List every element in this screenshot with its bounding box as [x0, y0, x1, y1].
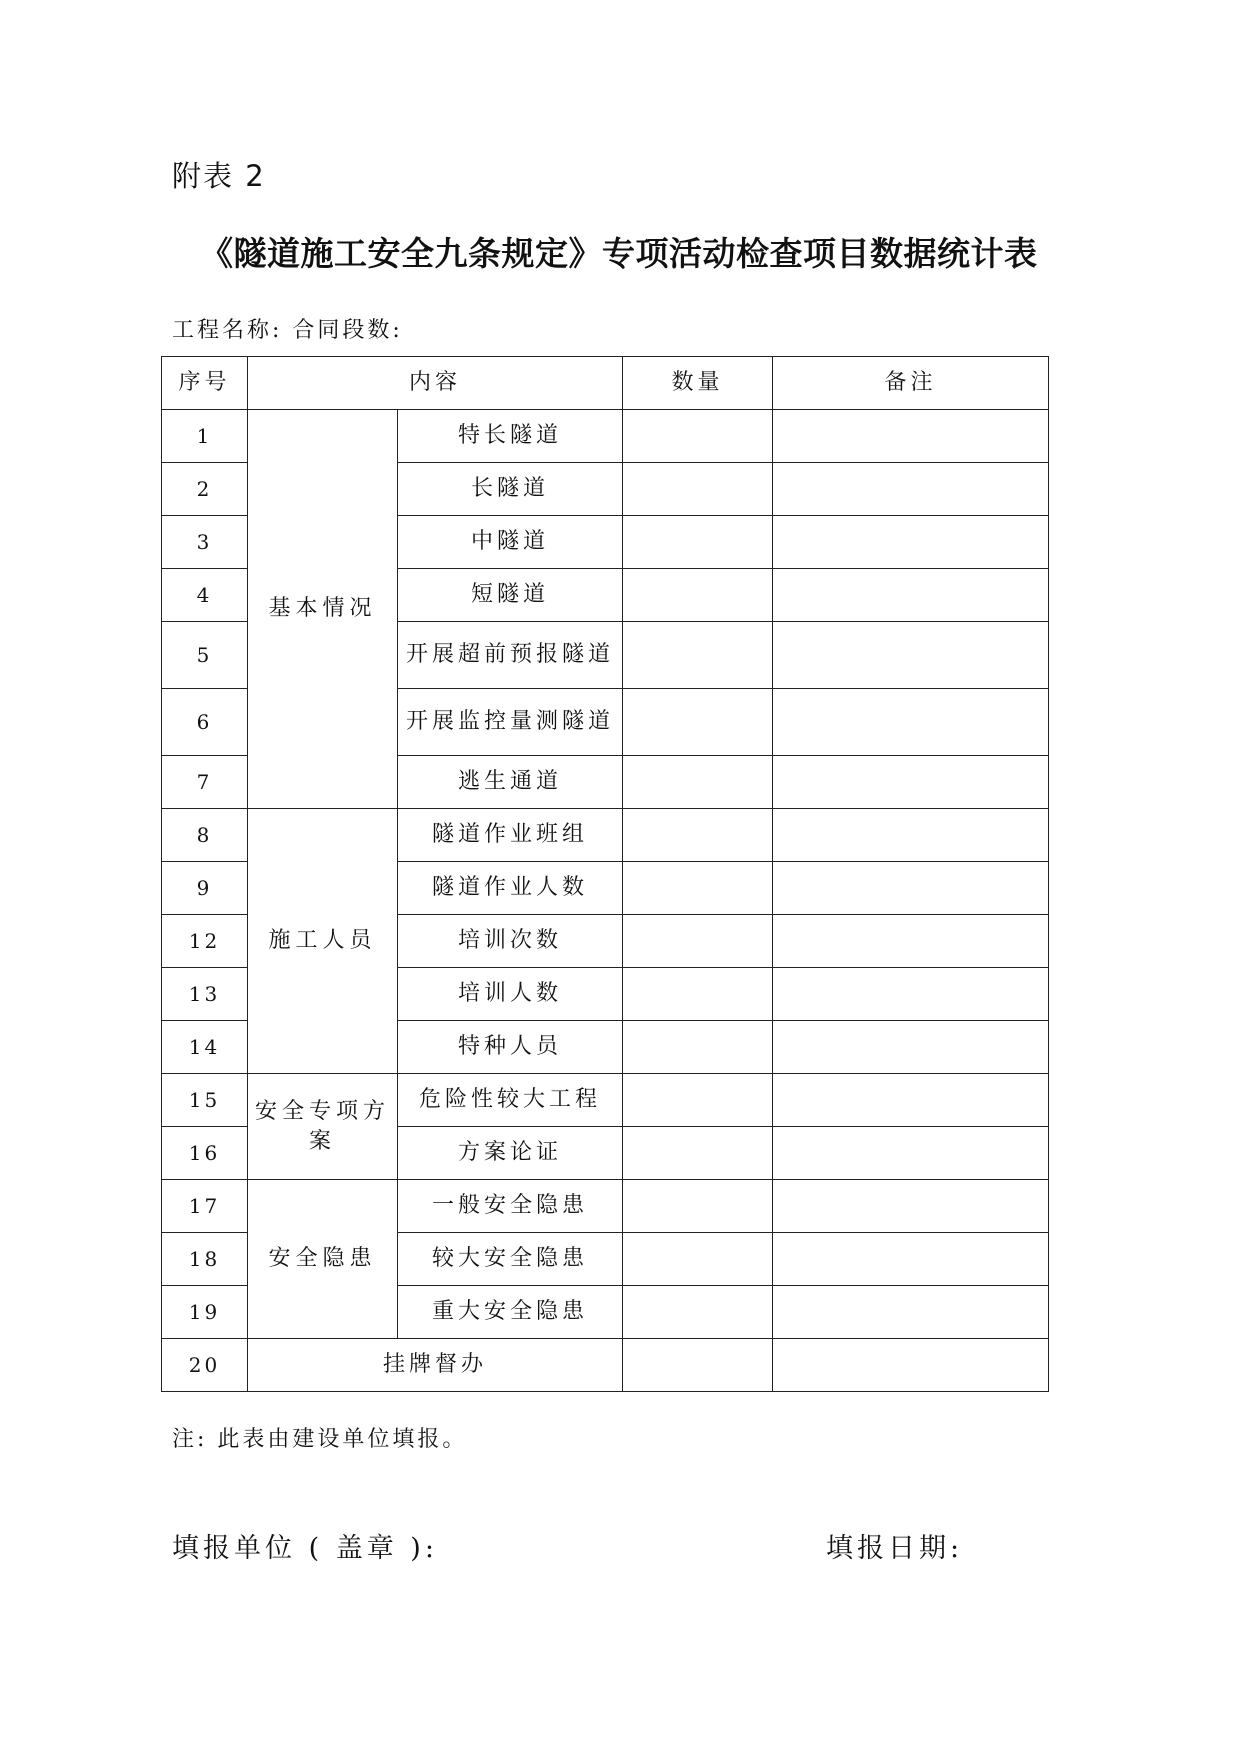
row-item: 特长隧道 — [398, 410, 623, 463]
quantity-cell[interactable] — [623, 1233, 773, 1286]
quantity-cell[interactable] — [623, 862, 773, 915]
table-row — [162, 1339, 1049, 1392]
row-item: 中隧道 — [398, 516, 623, 569]
project-info-line: 工程名称: 合同段数: — [172, 318, 403, 343]
header-quantity: 数量 — [623, 357, 773, 410]
statistics-table — [161, 356, 1049, 1392]
header-seq: 序号 — [162, 357, 248, 410]
row-seq: 8 — [162, 809, 248, 862]
remarks-cell[interactable] — [773, 463, 1049, 516]
row-seq: 4 — [162, 569, 248, 622]
quantity-cell[interactable] — [623, 1339, 773, 1392]
remarks-cell[interactable] — [773, 862, 1049, 915]
quantity-cell[interactable] — [623, 915, 773, 968]
quantity-cell[interactable] — [623, 809, 773, 862]
remarks-cell[interactable] — [773, 689, 1049, 756]
row-seq: 5 — [162, 622, 248, 689]
row-item: 方案论证 — [398, 1127, 623, 1180]
row-seq: 14 — [162, 1021, 248, 1074]
row-item: 长隧道 — [398, 463, 623, 516]
row-item: 重大安全隐患 — [398, 1286, 623, 1339]
table-row — [162, 1074, 1049, 1127]
table-row — [162, 410, 1049, 463]
row-seq: 12 — [162, 915, 248, 968]
quantity-cell[interactable] — [623, 516, 773, 569]
remarks-cell[interactable] — [773, 1286, 1049, 1339]
table-note: 注: 此表由建设单位填报。 — [172, 1427, 468, 1452]
quantity-cell[interactable] — [623, 1074, 773, 1127]
row-seq: 3 — [162, 516, 248, 569]
table-header-row — [162, 357, 1049, 410]
quantity-cell[interactable] — [623, 1021, 773, 1074]
quantity-cell[interactable] — [623, 622, 773, 689]
category-plan: 安全专项方案 — [248, 1074, 398, 1180]
remarks-cell[interactable] — [773, 809, 1049, 862]
remarks-cell[interactable] — [773, 756, 1049, 809]
row-item: 开展监控量测隧道 — [398, 689, 623, 756]
remarks-cell[interactable] — [773, 516, 1049, 569]
row-item: 隧道作业班组 — [398, 809, 623, 862]
row-item: 一般安全隐患 — [398, 1180, 623, 1233]
row-item: 培训人数 — [398, 968, 623, 1021]
row-item: 逃生通道 — [398, 756, 623, 809]
row-item: 隧道作业人数 — [398, 862, 623, 915]
remarks-cell[interactable] — [773, 968, 1049, 1021]
row-item: 短隧道 — [398, 569, 623, 622]
row-seq: 18 — [162, 1233, 248, 1286]
remarks-cell[interactable] — [773, 410, 1049, 463]
remarks-cell[interactable] — [773, 1074, 1049, 1127]
row-item: 危险性较大工程 — [398, 1074, 623, 1127]
quantity-cell[interactable] — [623, 463, 773, 516]
row-seq: 15 — [162, 1074, 248, 1127]
row-seq: 6 — [162, 689, 248, 756]
category-personnel: 施工人员 — [248, 809, 398, 1074]
quantity-cell[interactable] — [623, 756, 773, 809]
quantity-cell[interactable] — [623, 1180, 773, 1233]
remarks-cell[interactable] — [773, 1021, 1049, 1074]
appendix-label: 附表 2 — [172, 159, 266, 193]
quantity-cell[interactable] — [623, 1286, 773, 1339]
row-item: 开展超前预报隧道 — [398, 622, 623, 689]
row-seq: 13 — [162, 968, 248, 1021]
row-seq: 9 — [162, 862, 248, 915]
reporting-date-label: 填报日期: — [826, 1533, 964, 1564]
header-content: 内容 — [248, 357, 623, 410]
remarks-cell[interactable] — [773, 915, 1049, 968]
remarks-cell[interactable] — [773, 1233, 1049, 1286]
row-seq: 20 — [162, 1339, 248, 1392]
row-item: 挂牌督办 — [248, 1339, 623, 1392]
remarks-cell[interactable] — [773, 1339, 1049, 1392]
row-item: 较大安全隐患 — [398, 1233, 623, 1286]
table-row — [162, 1180, 1049, 1233]
table-row — [162, 809, 1049, 862]
quantity-cell[interactable] — [623, 689, 773, 756]
row-item: 培训次数 — [398, 915, 623, 968]
remarks-cell[interactable] — [773, 1180, 1049, 1233]
quantity-cell[interactable] — [623, 968, 773, 1021]
header-remarks: 备注 — [773, 357, 1049, 410]
row-seq: 16 — [162, 1127, 248, 1180]
category-basic: 基本情况 — [248, 410, 398, 809]
quantity-cell[interactable] — [623, 1127, 773, 1180]
remarks-cell[interactable] — [773, 569, 1049, 622]
row-item: 特种人员 — [398, 1021, 623, 1074]
reporting-unit-label: 填报单位 ( 盖章 ): — [172, 1533, 438, 1564]
row-seq: 7 — [162, 756, 248, 809]
row-seq: 19 — [162, 1286, 248, 1339]
remarks-cell[interactable] — [773, 1127, 1049, 1180]
row-seq: 2 — [162, 463, 248, 516]
remarks-cell[interactable] — [773, 622, 1049, 689]
category-hazard: 安全隐患 — [248, 1180, 398, 1339]
row-seq: 1 — [162, 410, 248, 463]
quantity-cell[interactable] — [623, 569, 773, 622]
document-title: 《隧道施工安全九条规定》专项活动检查项目数据统计表 — [200, 234, 1038, 273]
row-seq: 17 — [162, 1180, 248, 1233]
quantity-cell[interactable] — [623, 410, 773, 463]
